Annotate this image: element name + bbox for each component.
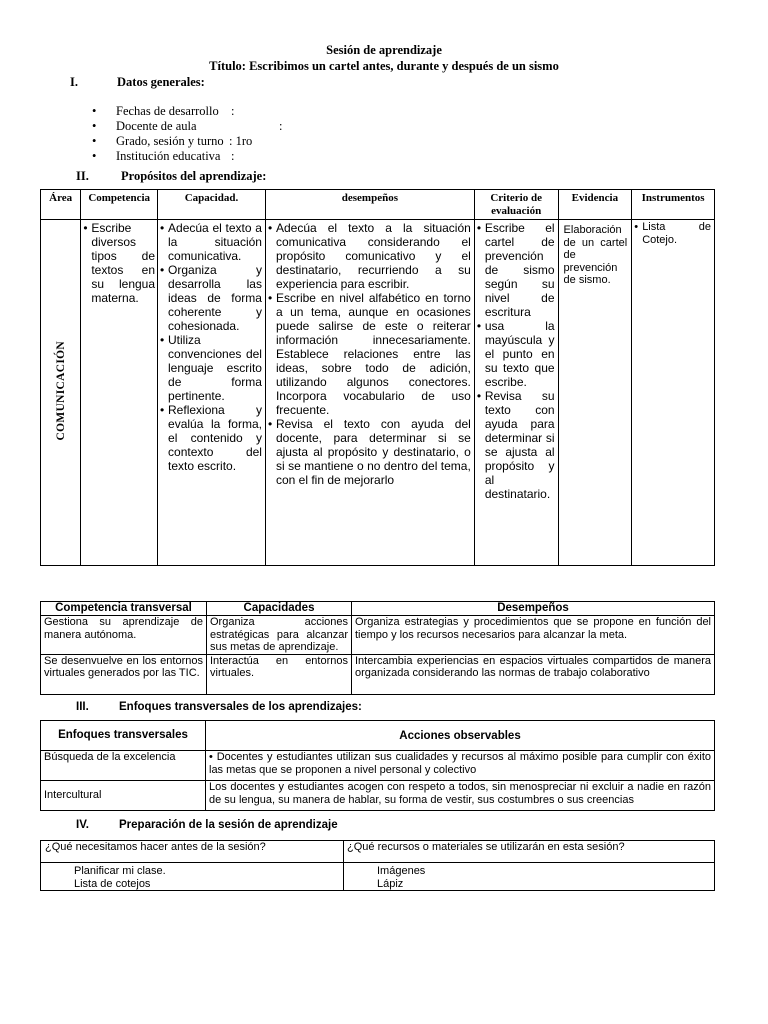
list-item: Imágenes xyxy=(377,865,426,877)
general-data-list xyxy=(92,104,416,164)
desempeno-item: • Revisa el texto con ayuda del docente, para determinar si se ajusta al propósito y destinatario, o si se mantiene o no dentro del tema, con el fin de mejorarlo xyxy=(268,417,471,487)
header-competencia: Competencia xyxy=(81,190,158,220)
header-area: Área xyxy=(41,190,81,220)
header-capacidades: Capacidades xyxy=(207,602,352,616)
area-cell xyxy=(41,220,81,566)
competencia-item: • Escribe diversos tipos de textos en su lengua materna. xyxy=(83,221,155,305)
criterio-cell xyxy=(474,220,558,566)
section-label-propositos: Propósitos del aprendizaje: xyxy=(121,169,267,183)
antes-cell xyxy=(41,863,344,891)
header-enfoques: Enfoques transversales xyxy=(41,721,206,751)
enfoque-name: Intercultural xyxy=(41,781,206,811)
table-row xyxy=(41,751,715,781)
section-number-2: II. xyxy=(76,169,89,183)
header-antes: ¿Qué necesitamos hacer antes de la sesión? xyxy=(41,841,344,863)
header-evidencia: Evidencia xyxy=(558,190,632,220)
section-number-3: III. xyxy=(76,701,89,713)
transversal-desempenos: Organiza estrategias y procedimientos que se propone en función del tiempo y los recursos necesarios para alcanzar la meta. xyxy=(352,616,715,655)
header-capacidad: Capacidad. xyxy=(158,190,266,220)
header-criterio: Criterio de evaluación xyxy=(474,190,558,220)
general-data-item: • Fechas de desarrollo : xyxy=(92,104,235,118)
competencia-cell xyxy=(81,220,158,566)
instrumento-item: • Lista de Cotejo. xyxy=(634,221,711,246)
list-item: Planificar mi clase. xyxy=(74,865,166,877)
table-row xyxy=(41,616,715,655)
evidencia-cell: Elaboración de un cartel de prevención de sismo. xyxy=(558,220,632,566)
desempeno-item: • Adecúa el texto a la situación comunicativa considerando el propósito comunicativo y el destinatario, recurriendo a su experiencia para escribir. xyxy=(268,221,471,291)
capacidad-item: • Utiliza convenciones del lenguaje escrito de forma pertinente. xyxy=(160,333,262,403)
header-acciones: Acciones observables xyxy=(206,721,715,751)
list-item: Lápiz xyxy=(377,877,404,890)
transversal-competencia: Gestiona su aprendizaje de manera autónoma. xyxy=(41,616,207,655)
section-label-enfoques: Enfoques transversales de los aprendizajes: xyxy=(119,701,362,713)
preparation-table xyxy=(40,840,715,891)
general-data-item: • Docente de aula : xyxy=(92,119,283,133)
header-recursos: ¿Qué recursos o materiales se utilizarán en esta sesión? xyxy=(344,841,715,863)
enfoque-acciones: Los docentes y estudiantes acogen con respeto a todos, sin menospreciar ni excluir a nadie en razón de su lengua, su manera de hablar, su forma de vestir, sus costumbres o sus creencias xyxy=(206,781,715,811)
capacidad-item: • Organiza y desarrolla las ideas de forma coherente y cohesionada. xyxy=(160,263,262,333)
section-label-datos-generales: Datos generales: xyxy=(117,75,205,89)
general-data-item: • Grado, sesión y turno : 1ro xyxy=(92,134,253,148)
transversal-competencies-table xyxy=(40,601,715,695)
section-number-4: IV. xyxy=(76,819,90,831)
area-label: COMUNICACIÓN xyxy=(54,341,67,441)
transversal-competencia: Se desenvuelve en los entornos virtuales generados por las TIC. xyxy=(41,654,207,694)
transversal-capacidades: Interactúa en entornos virtuales. xyxy=(207,654,352,694)
session-subtitle: Título: Escribimos un cartel antes, durante y después de un sismo xyxy=(209,59,559,73)
recursos-cell xyxy=(344,863,715,891)
table-row xyxy=(41,654,715,694)
table-row xyxy=(41,781,715,811)
capacidad-item: • Adecúa el texto a la situación comunicativa. xyxy=(160,221,262,263)
enfoque-name: Búsqueda de la excelencia xyxy=(41,751,206,781)
section-label-preparacion: Preparación de la sesión de aprendizaje xyxy=(119,819,338,831)
general-data-item: • Institución educativa : xyxy=(92,149,235,163)
header-desempenos-transversal: Desempeños xyxy=(352,602,715,616)
section-number-1: I. xyxy=(70,75,78,89)
transversal-capacidades: Organiza acciones estratégicas para alcanzar sus metas de aprendizaje. xyxy=(207,616,352,655)
purposes-table xyxy=(40,189,715,566)
criterio-item: • usa la mayúscula y el punto en su texto que escribe. xyxy=(477,319,555,389)
header-desempenos: desempeños xyxy=(265,190,474,220)
criterio-item: • Escribe el cartel de prevención de sismo según su nivel de escritura xyxy=(477,221,555,319)
approaches-table xyxy=(40,720,715,811)
criterio-item: • Revisa su texto con ayuda para determinar si se ajusta al propósito y al destinatario. xyxy=(477,389,555,501)
enfoque-acciones: • Docentes y estudiantes utilizan sus cualidades y recursos al máximo posible para cumplir con éxito las metas que se proponen a nivel personal y colectivo xyxy=(206,751,715,781)
list-item: Lista de cotejos xyxy=(74,877,151,890)
capacidad-item: • Reflexiona y evalúa la forma, el contenido y contexto del texto escrito. xyxy=(160,403,262,473)
header-competencia-transversal: Competencia transversal xyxy=(41,602,207,616)
page-title: Sesión de aprendizaje xyxy=(326,43,442,57)
desempenos-cell xyxy=(265,220,474,566)
capacidad-cell xyxy=(158,220,266,566)
header-instrumentos: Instrumentos xyxy=(632,190,715,220)
instrumentos-cell xyxy=(632,220,715,566)
desempeno-item: • Escribe en nivel alfabético en torno a un tema, aunque en ocasiones puede salirse de este o reiterar información innecesariamente. Establece relaciones entre las ideas, sobre todo de adición, utilizando algunos conectores. Incorpora vocabulario de uso frecuente. xyxy=(268,291,471,417)
transversal-desempenos: Intercambia experiencias en espacios virtuales compartidos de manera organizada considerando las normas de trabajo colaborativo xyxy=(352,654,715,694)
